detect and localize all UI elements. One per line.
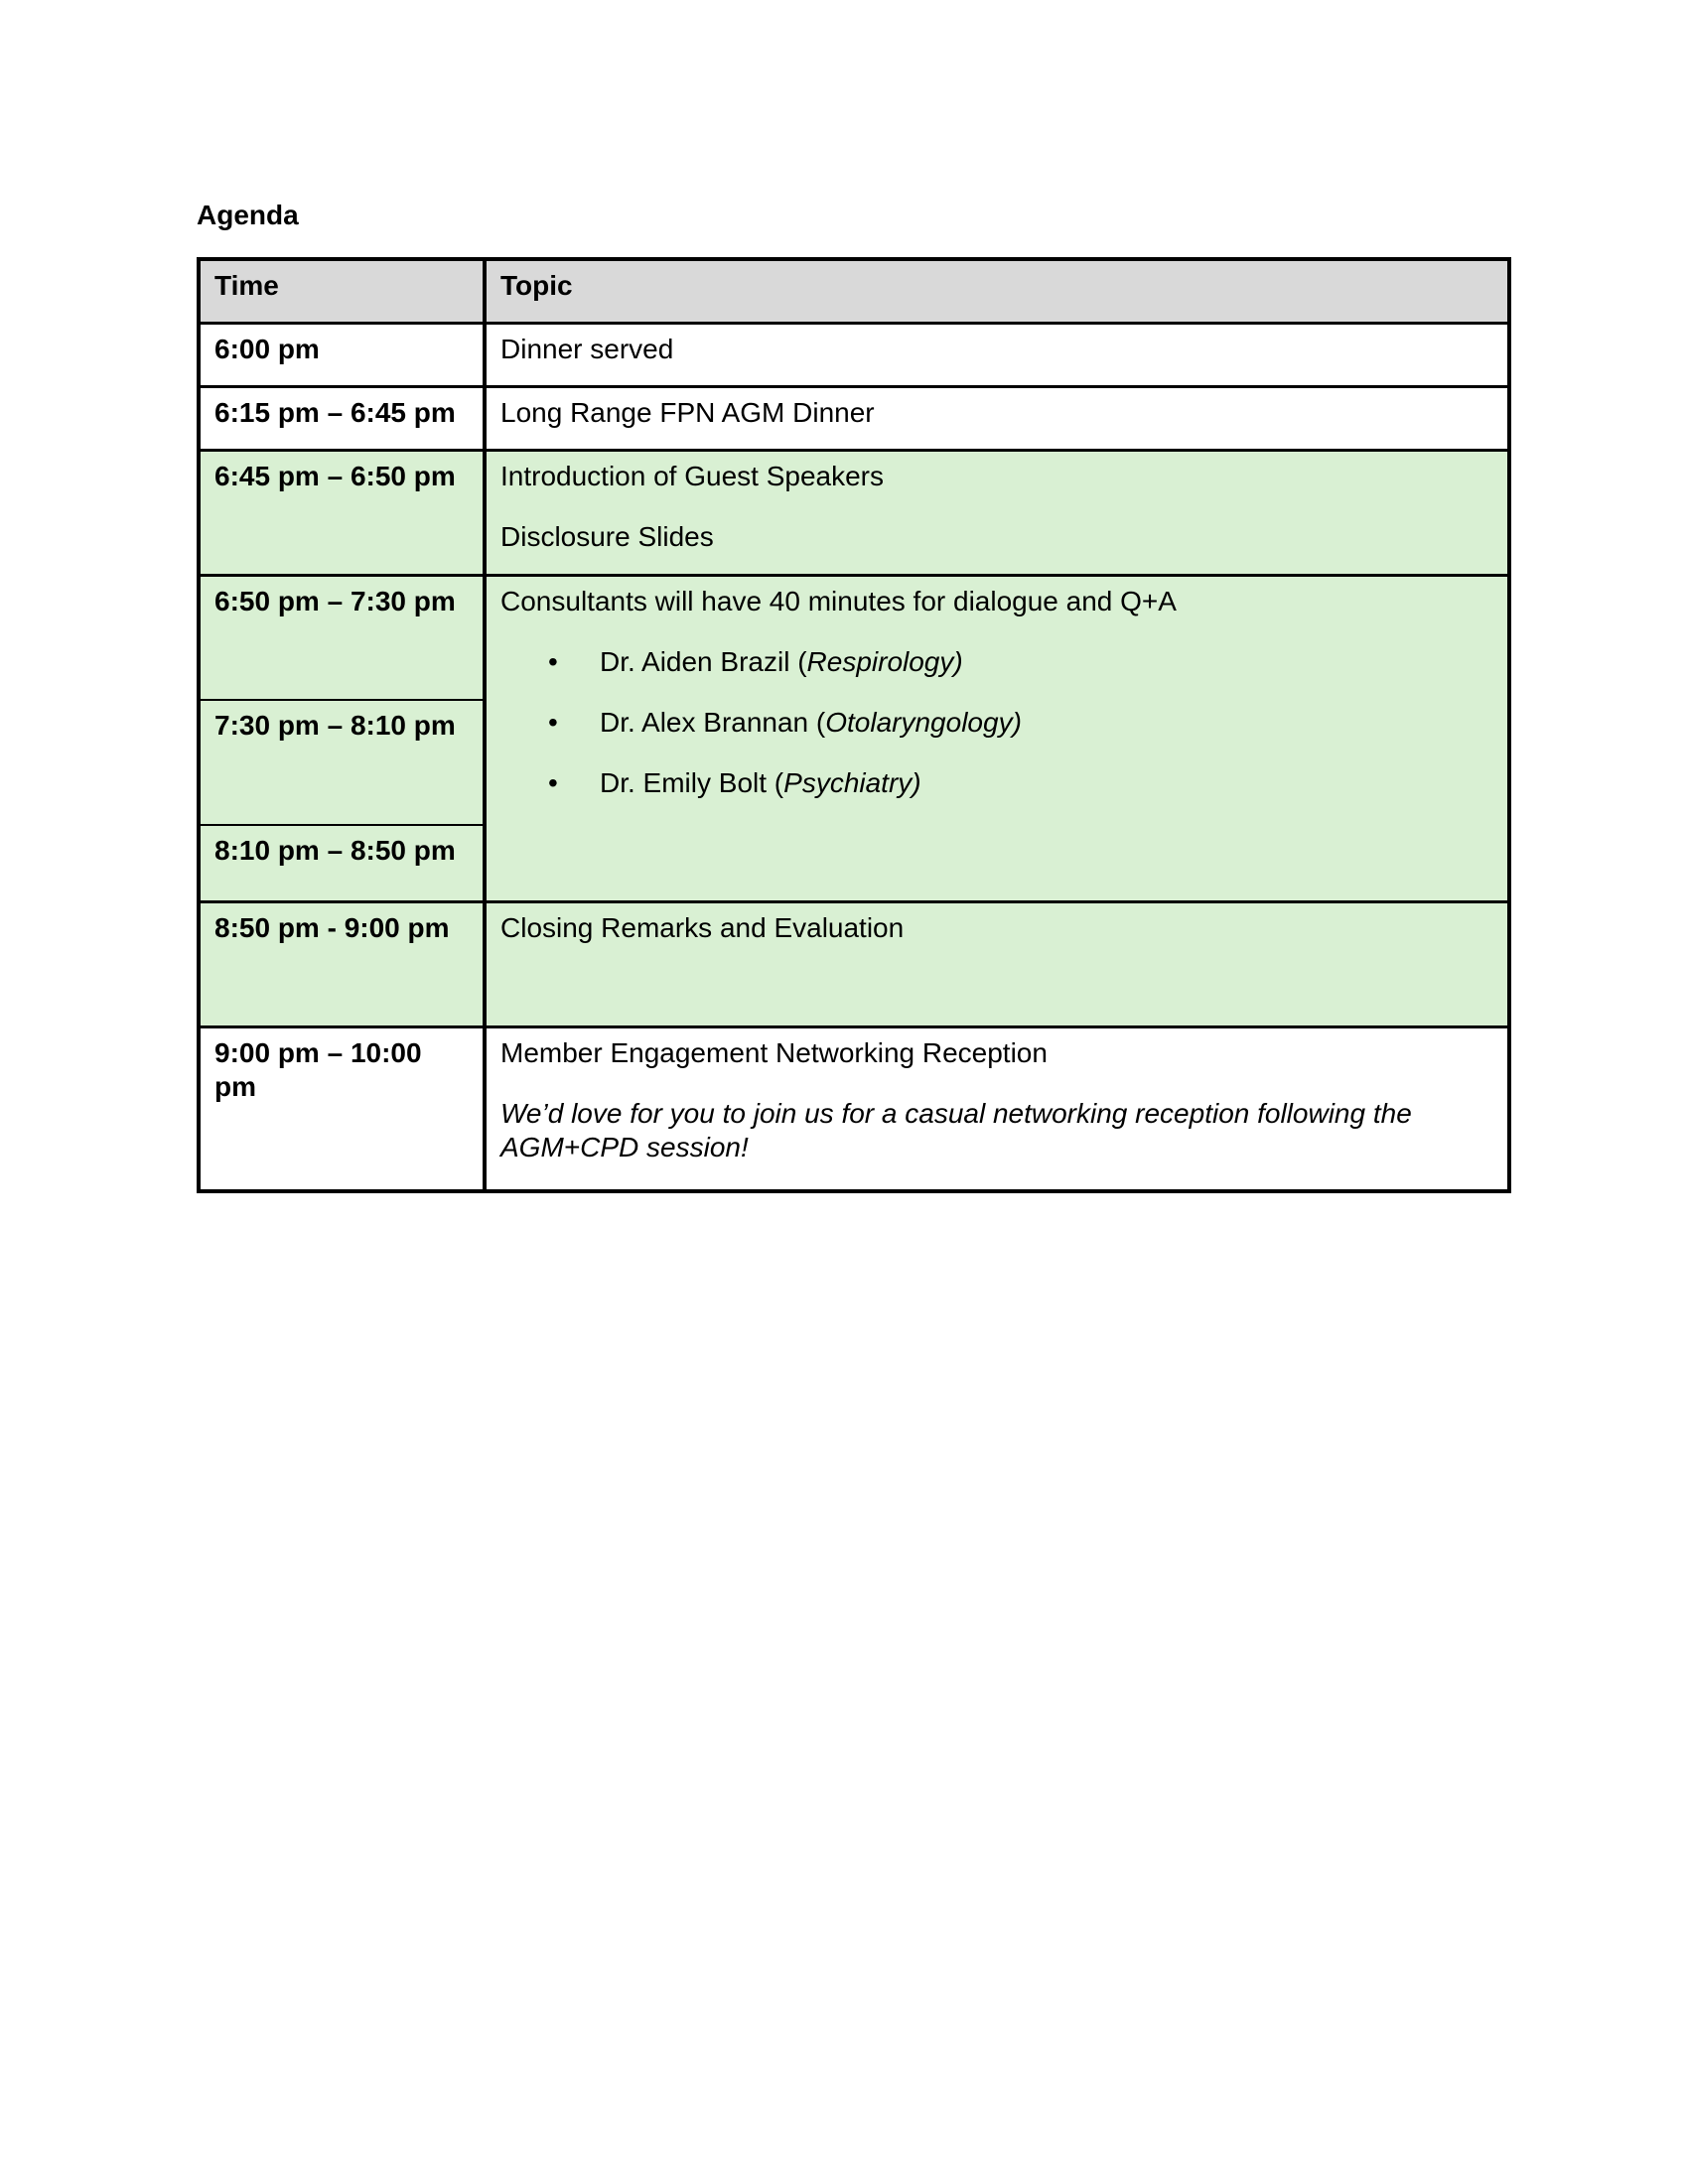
table-header-row — [199, 259, 1509, 323]
consultant-name: Dr. Aiden Brazil ( — [600, 645, 807, 677]
table-row — [199, 901, 1509, 1026]
topic-cell: Closing Remarks and Evaluation — [485, 901, 1509, 1026]
time-column-header: Time — [199, 259, 485, 323]
consultant-specialty: Otolaryngology) — [825, 706, 1022, 738]
time-cell: 6:00 pm — [199, 323, 485, 386]
topic-cell — [485, 450, 1509, 575]
topic-text: Member Engagement Networking Reception — [500, 1036, 1048, 1068]
consultant-name: Dr. Emily Bolt ( — [600, 766, 784, 798]
table-row — [199, 450, 1509, 575]
table-row — [199, 386, 1509, 450]
consultant-list — [500, 645, 1493, 800]
consultant-name: Dr. Alex Brannan ( — [600, 706, 826, 738]
topic-text: Consultants will have 40 minutes for dialogue and Q+A — [500, 585, 1177, 616]
topic-cell: Dinner served — [485, 323, 1509, 386]
list-item — [500, 766, 1493, 800]
consultant-specialty: Psychiatry) — [783, 766, 921, 798]
time-cell: 6:15 pm – 6:45 pm — [199, 386, 485, 450]
time-cell: 9:00 pm – 10:00 pm — [199, 1026, 485, 1191]
topic-text: Introduction of Guest Speakers — [500, 460, 884, 491]
bullet-icon: • — [548, 766, 558, 798]
agenda-table — [197, 257, 1511, 1193]
time-cell: 8:10 pm – 8:50 pm — [199, 825, 485, 901]
topic-cell — [485, 1026, 1509, 1191]
agenda-heading: Agenda — [197, 200, 299, 230]
list-item — [500, 706, 1493, 740]
topic-text-secondary: Disclosure Slides — [500, 520, 714, 552]
topic-column-header: Topic — [485, 259, 1509, 323]
topic-cell — [485, 575, 1509, 901]
topic-text-secondary: We’d love for you to join us for a casual networking reception following the AGM+CPD session! — [500, 1097, 1412, 1162]
bullet-icon: • — [548, 706, 558, 738]
time-cell: 6:50 pm – 7:30 pm — [199, 575, 485, 700]
topic-cell: Long Range FPN AGM Dinner — [485, 386, 1509, 450]
time-cell: 8:50 pm - 9:00 pm — [199, 901, 485, 1026]
bullet-icon: • — [548, 645, 558, 677]
consultant-specialty: Respirology) — [806, 645, 963, 677]
list-item — [500, 645, 1493, 679]
table-row — [199, 575, 1509, 700]
time-cell: 6:45 pm – 6:50 pm — [199, 450, 485, 575]
time-cell: 7:30 pm – 8:10 pm — [199, 700, 485, 825]
table-row — [199, 1026, 1509, 1191]
table-row — [199, 323, 1509, 386]
